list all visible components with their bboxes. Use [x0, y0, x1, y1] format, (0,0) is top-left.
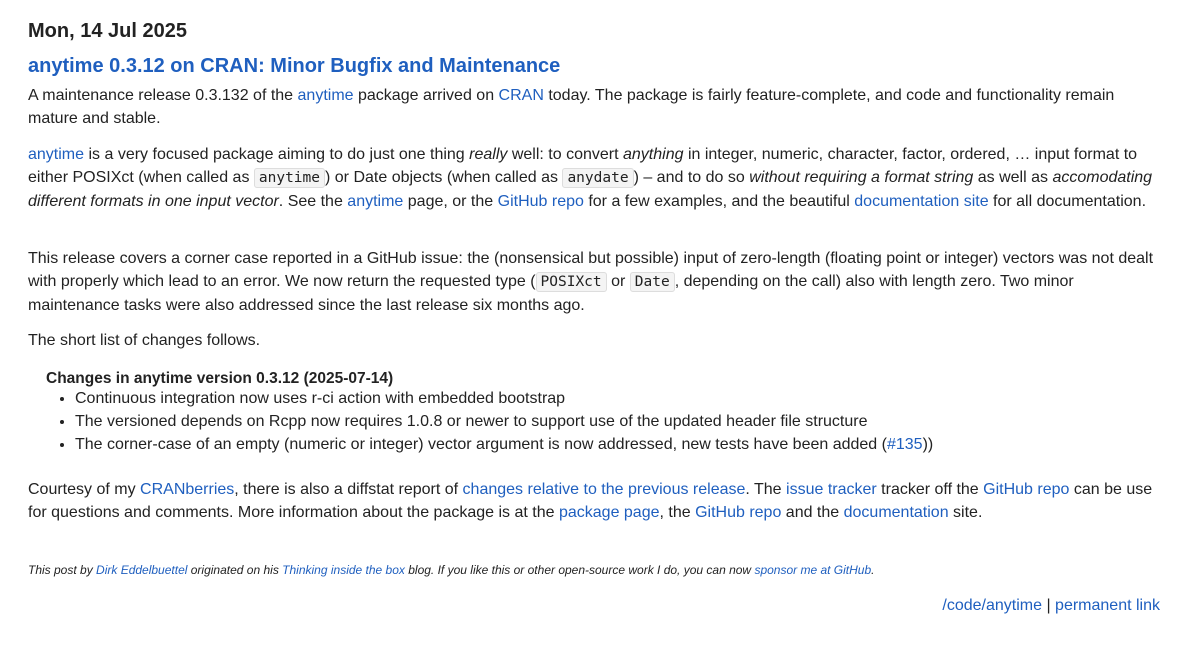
text: The corner-case of an empty (numeric or integer) vector argument is now addressed, new tests have been added ( — [75, 436, 887, 453]
description-paragraph — [28, 143, 1168, 213]
post-links — [942, 594, 1160, 617]
post-title-link[interactable]: anytime 0.3.12 on CRAN: Minor Bugfix and Maintenance — [28, 55, 561, 77]
list-item: • The versioned depends on Rcpp now requires 1.0.8 or newer to support use of the updated header file structure — [75, 410, 1175, 433]
post-title — [28, 52, 560, 80]
issue-135-link[interactable]: #135 — [886, 436, 923, 453]
text: ) or Date objects (when called as — [325, 169, 563, 186]
cran-link[interactable]: CRAN — [498, 87, 544, 104]
text: This release covers a corner case reported in a GitHub issue: the (nonsensical but possible) input of zero-length (floating point or integer) vectors was not dealt with properly which lead to an error. We now return the requested type ( — [28, 250, 1154, 290]
changes-list — [47, 387, 1175, 456]
code-anytime: anytime — [254, 168, 325, 188]
text: in integer, numeric, character, factor, ordered, … input format to either POSIXct (when called as — [28, 146, 1138, 186]
text: ) – and to do so — [633, 169, 750, 186]
release-paragraph — [28, 247, 1168, 317]
package-page-link[interactable]: package page — [558, 504, 660, 521]
category-link[interactable]: /code/anytime — [942, 597, 1042, 614]
issue-tracker-link[interactable]: issue tracker — [786, 481, 877, 498]
changes-title: Changes in anytime version 0.3.12 (2025-07-14) — [46, 370, 394, 387]
blog-link[interactable]: Thinking inside the box — [282, 563, 405, 577]
github-repo-link[interactable]: GitHub repo — [983, 481, 1070, 498]
cranberries-link[interactable]: CRANberries — [140, 481, 235, 498]
text: for a few examples, and the beautiful — [583, 193, 855, 210]
anytime-link[interactable]: anytime — [297, 87, 354, 104]
anytime-link[interactable]: anytime — [28, 146, 85, 163]
text: , the — [659, 504, 696, 521]
text: This post by — [28, 563, 97, 577]
text: page, or the — [403, 193, 498, 210]
text: Courtesy of my — [28, 481, 141, 498]
text: site. — [948, 504, 983, 521]
text: well: to convert — [507, 146, 623, 163]
text: . — [871, 563, 875, 577]
github-repo-link[interactable]: GitHub repo — [497, 193, 584, 210]
code-posixct: POSIXct — [536, 272, 607, 292]
text: for all documentation. — [988, 193, 1147, 210]
emphasis-text: really — [469, 146, 508, 163]
intro-paragraph — [28, 84, 1168, 130]
text: today. The package is fairly feature-complete, and code and functionality remain mature and stable. — [28, 87, 1115, 127]
code-date: Date — [630, 272, 675, 292]
list-item — [75, 433, 1175, 456]
text: , there is also a diffstat report of — [234, 481, 463, 498]
permanent-link[interactable]: permanent link — [1055, 597, 1160, 614]
changes-link[interactable]: changes relative to the previous release — [462, 481, 746, 498]
github-repo-link[interactable]: GitHub repo — [695, 504, 782, 521]
anytime-page-link[interactable]: anytime — [347, 193, 404, 210]
emphasis-text: accomodating different formats in one input vector — [28, 169, 1153, 210]
text: as well as — [973, 169, 1053, 186]
separator: | — [1042, 597, 1056, 614]
changes-intro: The short list of changes follows. — [28, 332, 261, 349]
code-anydate: anydate — [562, 168, 633, 188]
documentation-link[interactable]: documentation — [843, 504, 949, 521]
text: A maintenance release 0.3.132 of the — [28, 87, 298, 104]
author-link[interactable]: Dirk Eddelbuettel — [96, 563, 188, 577]
text: or — [606, 273, 630, 290]
text: can be use for questions and comments. More information about the package is at the — [28, 481, 1153, 521]
emphasis-text: anything — [623, 146, 684, 163]
emphasis-text: without requiring a format string — [749, 169, 974, 186]
post-footer — [28, 561, 875, 579]
documentation-site-link[interactable]: documentation site — [854, 193, 989, 210]
list-item: • Continuous integration now uses r-ci action with embedded bootstrap — [75, 387, 1175, 410]
text: originated on his — [187, 563, 283, 577]
text: . The — [745, 481, 787, 498]
text: blog. If you like this or other open-source work I do, you can now — [404, 563, 755, 577]
text: , depending on the call) also with length zero. Two minor maintenance tasks were also addressed since the last release six months ago. — [28, 273, 1074, 314]
courtesy-paragraph — [28, 478, 1168, 524]
post-date: Mon, 14 Jul 2025 — [28, 20, 187, 42]
sponsor-link[interactable]: sponsor me at GitHub — [754, 563, 872, 577]
text: is a very focused package aiming to do just one thing — [84, 146, 470, 163]
text: . See the — [278, 193, 348, 210]
text: tracker off the — [876, 481, 984, 498]
text: and the — [781, 504, 844, 521]
text: package arrived on — [353, 87, 499, 104]
text: )) — [922, 436, 934, 453]
